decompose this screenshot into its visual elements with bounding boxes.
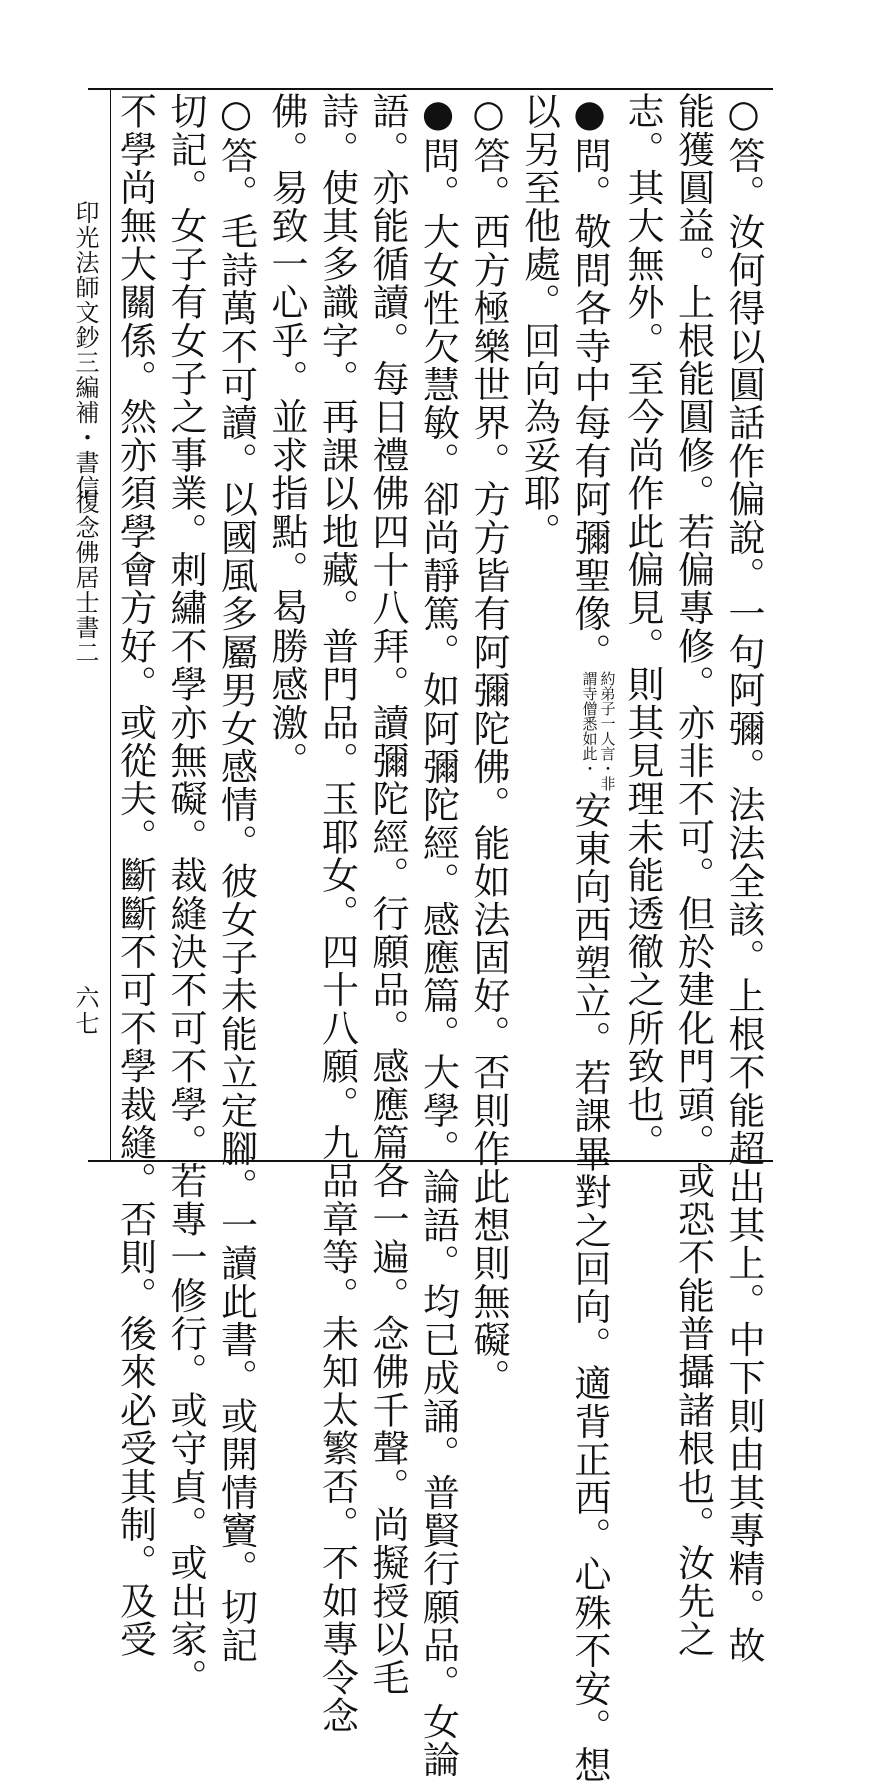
text-column: 以另至他處。回向為妥耶。 (517, 92, 561, 551)
note-line: 約弟子一人言・非 (598, 671, 617, 791)
text-column: 佛。易致一心乎。並求指點。曷勝感激。 (265, 92, 308, 780)
text-column: 切記。女子有女子之事業。刺繡不學亦無礙。裁縫決不可不學。若專一修行。或守貞。或出家。 (164, 92, 207, 1697)
interlinear-note (581, 671, 617, 791)
text-column-part: 安東向西塑立。若課畢對之回向。適背正西。心殊不安。想 (568, 791, 611, 1784)
text-column: ○答。毛詩萬不可讀。以國風多屬男女感情。彼女子未能立定腳。一讀此書。或開情竇。切記 (214, 92, 258, 1665)
note-line: 謂寺僧悉如此・ (580, 671, 599, 776)
text-column-part: ●問。敬問各寺中每有阿彌聖像。 (568, 92, 611, 671)
body-text (113, 92, 768, 1784)
text-column (564, 92, 617, 1784)
page-number: 六七 (71, 985, 99, 1037)
running-header-book-title: 印光法師文鈔三編補・書信 (71, 200, 99, 500)
text-column: ○答。汝何得以圓話作偏說。一句阿彌。法法全該。上根不能超出其上。中下則由其專精。故 (722, 92, 765, 1665)
text-column: ●問。大女性欠慧敏。卻尚靜篤。如阿彌陀經。感應篇。大學。論語。均已成誦。普賢行願品。女論 (416, 92, 460, 1779)
text-column: 語。亦能循讀。每日禮佛四十八拜。讀彌陀經。行願品。感應篇各一遍。念佛千聲。尚擬授以毛 (366, 92, 409, 1697)
text-column: 詩。使其多識字。再課以地藏。普門品。玉耶女。四十八願。九品章等。未知太繁否。不如專令念 (315, 92, 359, 1735)
text-column: 能獲圓益。上根能圓修。若偏專修。亦非不可。但於建化門頭。或恐不能普攝諸根也。汝先之 (671, 92, 715, 1659)
text-column: 志。其大無外。至今尚作此偏見。則其見理未能透徹之所致也。 (621, 92, 664, 1162)
running-header-letter-title: 復念佛居士書二 (71, 490, 99, 665)
text-column: ○答。西方極樂世界。方方皆有阿彌陀佛。能如法固好。否則作此想則無礙。 (467, 92, 510, 1397)
top-rule (88, 88, 773, 90)
text-column: 不學尚無大關係。然亦須學會方好。或從夫。斷斷不可不學裁縫。否則。後來必受其制。及受 (113, 92, 157, 1659)
